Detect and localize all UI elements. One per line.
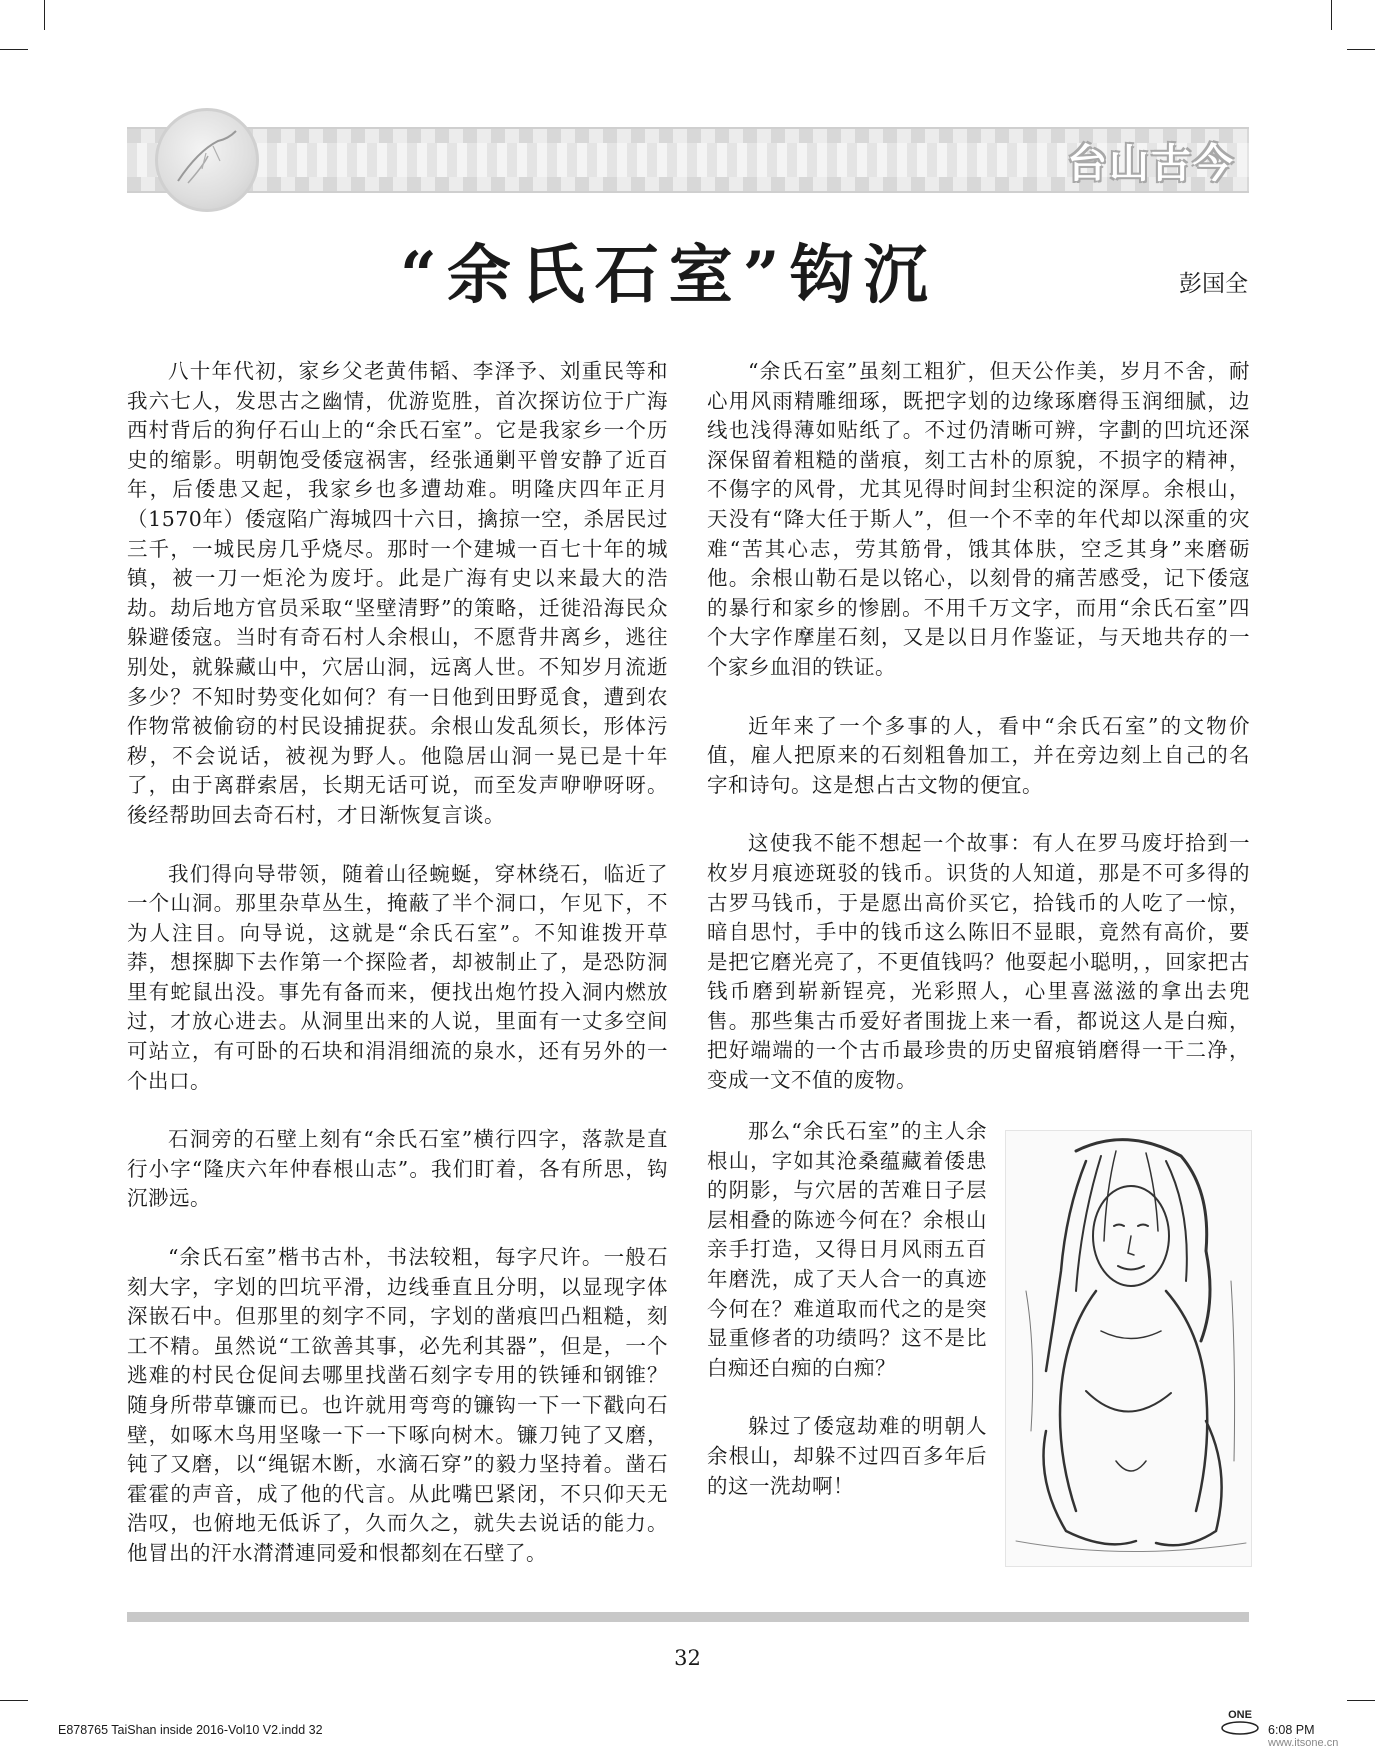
page-number: 32 <box>674 1646 701 1670</box>
paragraph: 那么“余氏石室”的主人余根山，字如其沧桑蕴藏着倭患的阴影，与穴居的苦难日子层层相叠的陈迹今何在？余根山亲手打造，又得日月风雨五百年磨洗，成了天人合一的真迹今何在？难道取而代之的是突显重修者的功绩吗？这不是比白痴还白痴的白痴？ <box>707 1119 987 1380</box>
crop-mark <box>0 1700 28 1701</box>
crop-mark <box>1331 0 1332 30</box>
print-time: 6:08 PM <box>1268 1723 1315 1737</box>
paragraph: 我们得向导带领，随着山径蜿蜒，穿林绕石，临近了一个山洞。那里杂草丛生，掩蔽了半个洞口，乍见下，不为人注目。向导说，这就是“余氏石室”。不知谁拨开草莽，想探脚下去作第一个探险者，却被制止了，是恐防洞里有蛇鼠出没。事先有备而来，便找出炮竹投入洞内燃放过，才放心进去。从洞里出来的人说，里面有一丈多空间可站立，有可卧的石块和涓涓细流的泉水，还有另外的一个出口。 <box>127 861 668 1093</box>
crop-mark <box>1347 1700 1375 1701</box>
crop-mark <box>1347 49 1375 50</box>
article-title: “余氏石室”钩沉 <box>400 238 938 313</box>
print-slug: E878765 TaiShan inside 2016-Vol10 V2.indd 32 <box>58 1723 323 1737</box>
article-author: 彭国全 <box>1179 271 1248 297</box>
left-column <box>127 357 668 1598</box>
wild-man-illustration <box>1005 1130 1252 1567</box>
right-column <box>707 357 1250 1125</box>
footer-rule <box>127 1612 1249 1622</box>
paragraph: 这使我不能不想起一个故事：有人在罗马废圩拾到一枚岁月痕迹斑驳的钱币。识货的人知道，那是不可多得的古罗马钱币，于是愿出高价买它，拾钱币的人吃了一惊，暗自思忖，手中的钱币这么陈旧不显眼，竟然有高价，要是把它磨光亮了，不更值钱吗？他耍起小聪明，，回家把古钱币磨到崭新锃亮，光彩照人，心里喜滋滋的拿出去兜售。那些集古币爱好者围拢上来一看，都说这人是白痴，把好端端的一个古币最珍贵的历史留痕销磨得一干二净，变成一文不值的废物。 <box>707 831 1250 1093</box>
crop-mark <box>44 0 45 30</box>
paragraph: 近年来了一个多事的人，看中“余氏石室”的文物价值，雇人把原来的石刻粗鲁加工，并在旁边刻上自己的名字和诗句。这是想占古文物的便宜。 <box>707 713 1250 797</box>
crouching-figure-sketch <box>1006 1131 1251 1566</box>
section-title: 台山古今 <box>1067 141 1235 187</box>
paragraph: “余氏石室”虽刻工粗犷，但天公作美，岁月不舍，耐心用风雨精雕细琢，既把字划的边缘琢磨得玉润细腻，边线也浅得薄如贴纸了。不过仍清晰可辨，字劃的凹坑还深深保留着粗糙的凿痕，刻工古朴的原貌，不损字的精神，不傷字的风骨，尤其见得时间封尘积淀的深厚。余根山，天没有“降大任于斯人”，但一个不幸的年代却以深重的灾难“苦其心志，劳其筋骨，饿其体肤，空乏其身”来磨砺他。余根山勒石是以铭心，以刻骨的痛苦感受，记下倭寇的暴行和家乡的惨剧。不用千万文字，而用“余氏石室”四个大字作摩崖石刻，又是以日月作鉴证，与天地共存的一个家乡血泪的铁证。 <box>707 359 1250 679</box>
medallion-emblem <box>155 108 259 212</box>
right-narrow-column <box>707 1117 987 1530</box>
one-logo-icon <box>1218 1706 1262 1736</box>
paragraph: 石洞旁的石壁上刻有“余氏石室”横行四字，落款是直行小字“隆庆六年仲春根山志”。我们盯着，各有所思，钩沉渺远。 <box>127 1127 668 1211</box>
tree-sketch-icon <box>158 111 256 209</box>
crop-mark <box>0 49 28 50</box>
one-logo <box>1218 1706 1262 1736</box>
one-logo-text: ONE <box>1228 1709 1252 1721</box>
paragraph: 躲过了倭寇劫难的明朝人余根山，却躲不过四百多年后的这一洗劫啊！ <box>707 1414 987 1498</box>
paragraph: “余氏石室”楷书古朴，书法较粗，每字尺许。一般石刻大字，字划的凹坑平滑，边线垂直且分明，以显现字体深嵌石中。但那里的刻字不同，字划的凿痕凹凸粗糙，刻工不精。虽然说“工欲善其事，必先利其器”，但是，一个逃难的村民仓促间去哪里找凿石刻字专用的铁锤和钢锥？随身所带草镰而已。也许就用弯弯的镰钩一下一下戳向石壁，如啄木鸟用坚喙一下一下啄向树木。镰刀钝了又磨，钝了又磨，以“绳锯木断，水滴石穿”的毅力坚持着。凿石霍霍的声音，成了他的代言。从此嘴巴紧闭，不只仰天无浩叹，也俯地无低诉了，久而久之，就失去说话的能力。他冒出的汗水潸潸連同爱和恨都刻在石壁了。 <box>127 1245 668 1565</box>
paragraph: 八十年代初，家乡父老黄伟韬、李泽予、刘重民等和我六七人，发思古之幽情，优游览胜，首次探访位于广海西村背后的狗仔石山上的“余氏石室”。它是我家乡一个历史的缩影。明朝饱受倭寇祸害，经张通剿平曾安静了近百年，后倭患又起，我家乡也多遭劫难。明隆庆四年正月（1570年）倭寇陷广海城四十六日，擒掠一空，杀居民过三千，一城民房几乎烧尽。那时一个建城一百七十年的城镇，被一刀一炬沦为废圩。此是广海有史以来最大的浩劫。劫后地方官员采取“坚壁清野”的策略，迁徙沿海民众躲避倭寇。当时有奇石村人余根山，不愿背井离乡，逃往别处，就躲藏山中，穴居山洞，远离人世。不知岁月流逝多少？不知时势变化如何？有一日他到田野觅食，遭到农作物常被偷窃的村民设捕捉获。余根山发乱须长，形体污秽，不会说话，被视为野人。他隐居山洞一晃已是十年了，由于离群索居，长期无话可说，而至发声咿咿呀呀。後经帮助回去奇石村，才日渐恢复言谈。 <box>127 359 668 827</box>
site-watermark: www.itsone.cn <box>1268 1737 1339 1749</box>
